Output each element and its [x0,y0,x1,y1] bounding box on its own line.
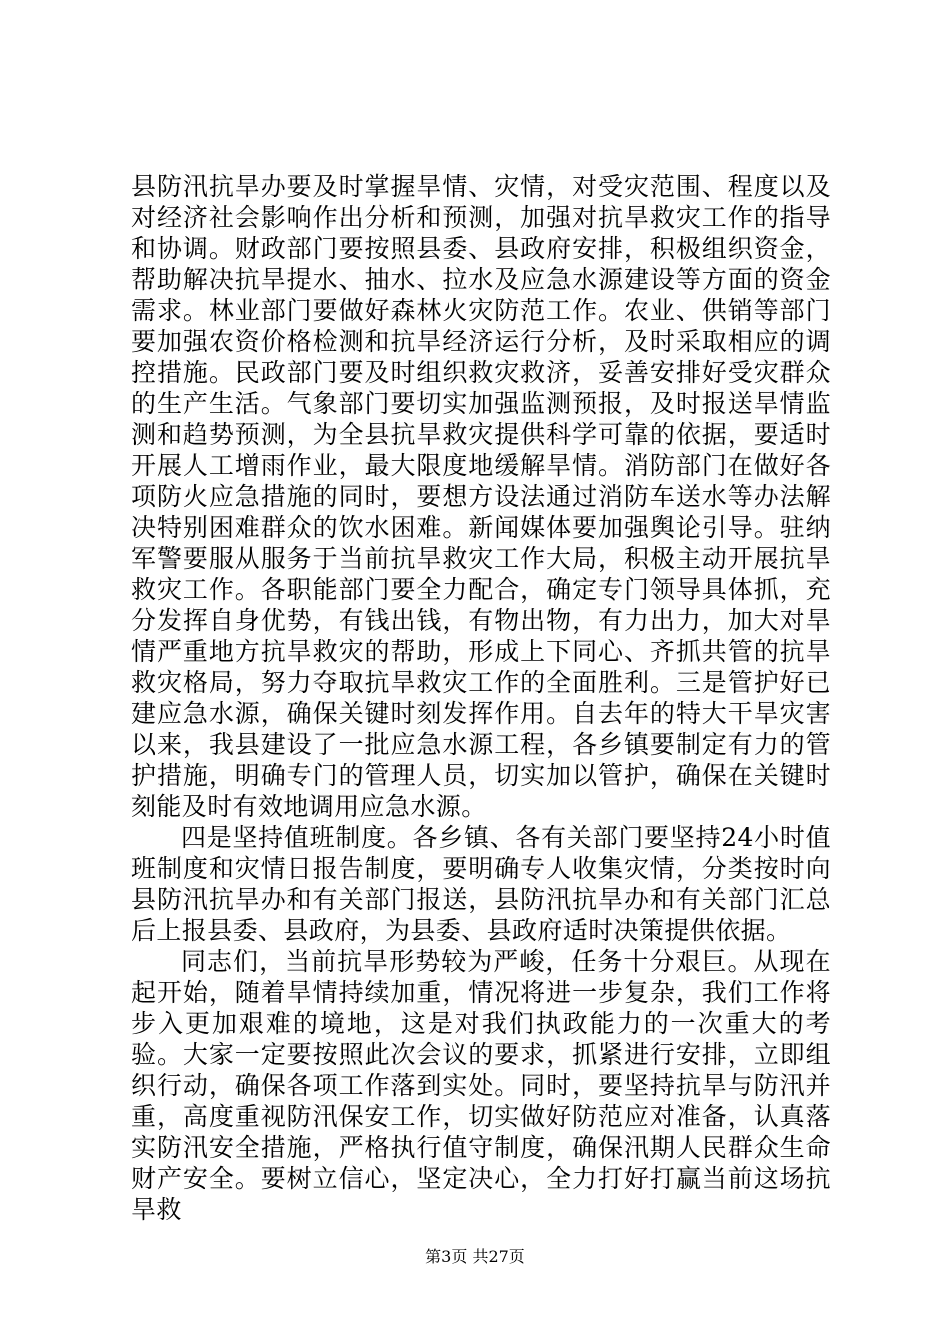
page-footer: 第3页 共27页 [425,1247,525,1266]
document-body [131,171,831,1225]
paragraph-closing: 同志们，当前抗旱形势较为严峻，任务十分艰巨。从现在起开始，随着旱情持续加重，情况将进一步复杂，我们工作将步入更加艰难的境地，这是对我们执政能力的一次重大的考验。大家一定要按照此次会议的要求，抓紧进行安排，立即组织行动，确保各项工作落到实处。同时，要坚持抗旱与防汛并重，高度重视防汛保安工作，切实做好防范应对准备，认真落实防汛安全措施，严格执行值守制度，确保汛期人民群众生命财产安全。要树立信心，坚定决心，全力打好打赢当前这场抗旱救 [131,947,831,1224]
paragraph-continuation: 县防汛抗旱办要及时掌握旱情、灾情，对受灾范围、程度以及对经济社会影响作出分析和预测，加强对抗旱救灾工作的指导和协调。财政部门要按照县委、县政府安排，积极组织资金，帮助解决抗旱提水、抽水、拉水及应急水源建设等方面的资金需求。林业部门要做好森林火灾防范工作。农业、供销等部门要加强农资价格检测和抗旱经济运行分析，及时采取相应的调控措施。民政部门要及时组织救灾救济，妥善安排好受灾群众的生产生活。气象部门要切实加强监测预报，及时报送旱情监测和趋势预测，为全县抗旱救灾提供科学可靠的依据，要适时开展人工增雨作业，最大限度地缓解旱情。消防部门在做好各项防火应急措施的同时，要想方设法通过消防车送水等办法解决特别困难群众的饮水困难。新闻媒体要加强舆论引导。驻纳军警要服从服务于当前抗旱救灾工作大局，积极主动开展抗旱救灾工作。各职能部门要全力配合，确定专门领导具体抓，充分发挥自身优势，有钱出钱，有物出物，有力出力，加大对旱情严重地方抗旱救灾的帮助，形成上下同心、齐抓共管的抗旱救灾格局，努力夺取抗旱救灾工作的全面胜利。三是管护好已建应急水源，确保关键时刻发挥作用。自去年的特大干旱灾害以来，我县建设了一批应急水源工程，各乡镇要制定有力的管护措施，明确专门的管理人员，切实加以管护，确保在关键时刻能及时有效地调用应急水源。 [131,172,831,821]
paragraph-duty-system: 四是坚持值班制度。各乡镇、各有关部门要坚持24小时值班制度和灾情日报告制度，要明确专人收集灾情，分类按时向县防汛抗旱办和有关部门报送，县防汛抗旱办和有关部门汇总后上报县委、县政府，为县委、县政府适时决策提供依据。 [131,823,831,945]
